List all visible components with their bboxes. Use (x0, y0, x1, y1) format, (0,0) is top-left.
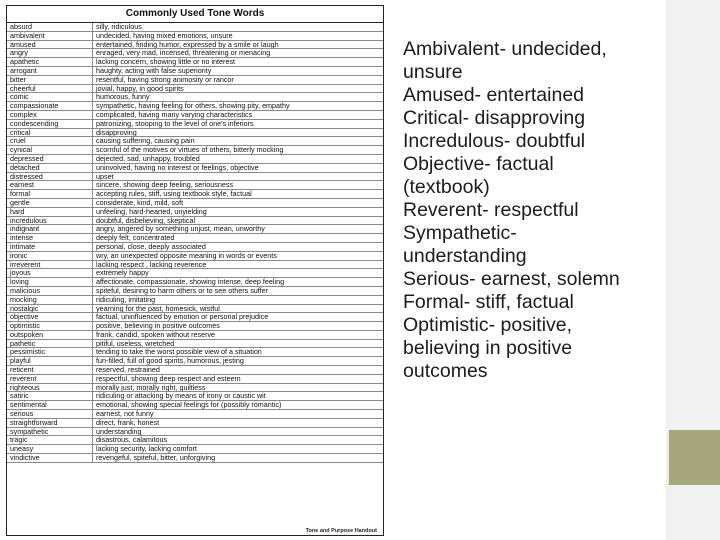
tone-word: malicious (7, 287, 93, 295)
tone-definition: resentful, having strong animosity or rancor (96, 75, 234, 84)
note-line: believing in positive (403, 337, 573, 359)
tone-word: compassionate (7, 102, 93, 110)
table-row (7, 164, 383, 173)
table-row (7, 252, 383, 261)
tone-definition: unfeeling, hard-hearted, unyielding (96, 207, 207, 216)
note-line: Sympathetic- (403, 222, 517, 244)
tone-word: comic (7, 93, 93, 101)
table-row (7, 208, 383, 217)
table-row (7, 428, 383, 437)
tone-definition: extremely happy (96, 269, 149, 278)
tone-definition: accepting rules, stiff, using textbook style, factual (96, 190, 252, 198)
tone-word: arrogant (7, 67, 93, 75)
tone-word: joyous (7, 269, 93, 277)
table-row (7, 278, 383, 287)
tone-word: serious (7, 410, 93, 418)
notes-text (403, 38, 658, 383)
table-row (7, 419, 383, 428)
tone-definition: lacking security, lacking comfort (96, 445, 197, 454)
tone-word: ambivalent (7, 32, 93, 40)
table-row (7, 85, 383, 94)
table-row (7, 58, 383, 67)
table-row (7, 41, 383, 50)
tone-word: incredulous (7, 217, 93, 225)
tone-word: pathetic (7, 340, 93, 348)
tone-word: sympathetic (7, 428, 93, 436)
table-row (7, 410, 383, 419)
tone-word: uneasy (7, 445, 93, 453)
table-row (7, 181, 383, 190)
table-row (7, 322, 383, 331)
table-row (7, 261, 383, 270)
tone-definition: spiteful, desiring to harm others or to see others suffer (96, 286, 269, 295)
tone-word: hard (7, 208, 93, 216)
tone-word: optimistic (7, 322, 93, 330)
table-row (7, 49, 383, 58)
tone-word: loving (7, 278, 93, 286)
note-line: Critical- disapproving (403, 107, 586, 129)
tone-word: angry (7, 49, 93, 57)
table-row (7, 120, 383, 129)
tone-word: critical (7, 129, 93, 137)
tone-definition: sincere, showing deep feeling, seriousness (96, 181, 234, 190)
table-row (7, 340, 383, 349)
tone-word: reverent (7, 375, 93, 383)
tone-definition: jovial, happy, in good spirits (96, 84, 184, 93)
tone-definition: affectionate, compassionate, showing intense, deep feeling (96, 278, 285, 286)
table-row (7, 243, 383, 252)
tone-definition: positive, believing in positive outcomes (96, 322, 220, 330)
tone-words-table (7, 23, 383, 463)
tone-definition: complicated, having many varying characteristics (96, 110, 253, 119)
tone-definition: fun-filled, full of good spirits, humorous, jesting (96, 357, 244, 366)
tone-word: playful (7, 357, 93, 365)
tone-word: indignant (7, 225, 93, 233)
tone-word: tragic (7, 436, 93, 444)
tone-definition: respectful, showing deep respect and esteem (96, 374, 241, 383)
table-row (7, 155, 383, 164)
tone-definition: uninvolved, having no interest or feelings, objective (96, 163, 259, 172)
tone-word: mocking (7, 296, 93, 304)
tone-word: amused (7, 41, 93, 49)
tone-definition: ridiculing, imitating (96, 295, 156, 304)
table-row (7, 375, 383, 384)
table-row (7, 313, 383, 322)
tone-definition: disapproving (96, 128, 137, 137)
note-line: Optimistic- positive, (403, 314, 573, 336)
table-row (7, 199, 383, 208)
tone-definition: causing suffering, causing pain (96, 137, 195, 146)
tone-definition: reserved, restrained (96, 366, 160, 374)
tone-definition: direct, frank, honest (96, 418, 160, 427)
tone-word: nostalgic (7, 305, 93, 313)
table-row (7, 384, 383, 393)
table-row (7, 366, 383, 375)
note-line: Objective- factual (403, 153, 554, 175)
table-row (7, 331, 383, 340)
table-row (7, 190, 383, 199)
tone-word: earnest (7, 181, 93, 189)
side-strip-lower (669, 485, 720, 540)
table-row (7, 269, 383, 278)
tone-word: complex (7, 111, 93, 119)
tone-definition: haughty, acting with false superiority (96, 66, 212, 75)
tone-word: pessimistic (7, 348, 93, 356)
tone-word: objective (7, 313, 93, 321)
table-row (7, 32, 383, 41)
note-line: Serious- earnest, solemn (403, 268, 620, 290)
tone-definition: yearning for the past, homesick, wistful (96, 304, 220, 313)
table-row (7, 23, 383, 32)
tone-word: irreverent (7, 261, 93, 269)
tone-definition: ridiculing or attacking by means of irony or caustic wit (96, 392, 266, 401)
table-row (7, 137, 383, 146)
tone-definition: earnest, not funny (96, 410, 154, 418)
tone-word: ironic (7, 252, 93, 260)
tone-definition: sympathetic, having feeling for others, showing pity, empathy (96, 102, 290, 110)
table-row (7, 234, 383, 243)
accent-block (669, 430, 720, 485)
tone-word: outspoken (7, 331, 93, 339)
note-line: unsure (403, 61, 463, 83)
table-row (7, 445, 383, 454)
note-line: Ambivalent- undecided, (403, 38, 607, 60)
tone-definition: humorous, funny (96, 93, 150, 102)
tone-definition: lacking respect , lacking reverence (96, 260, 207, 269)
table-title: Commonly Used Tone Words (7, 6, 383, 23)
tone-word: condescending (7, 120, 93, 128)
tone-definition: emotional, showing special feelings for (possibly romantic) (96, 401, 282, 410)
table-row (7, 129, 383, 138)
note-line: understanding (403, 245, 527, 267)
note-line: (textbook) (403, 176, 490, 198)
table-row (7, 401, 383, 410)
tone-definition: personal, close, deeply associated (96, 242, 206, 251)
tone-definition: morally just, morally right, guiltless (96, 383, 206, 392)
table-row (7, 217, 383, 226)
tone-definition: tending to take the worst possible view of a situation (96, 348, 262, 357)
tone-word: cruel (7, 137, 93, 145)
tone-word: straightforward (7, 419, 93, 427)
tone-definition: pitiful, useless, wretched (96, 339, 175, 348)
tone-word: apathetic (7, 58, 93, 66)
table-row (7, 111, 383, 120)
table-row (7, 348, 383, 357)
table-row (7, 225, 383, 234)
table-row (7, 93, 383, 102)
tone-definition: frank, candid, spoken without reserve (96, 330, 216, 339)
table-row (7, 146, 383, 155)
tone-definition: disastrous, calamitous (96, 436, 168, 445)
table-row (7, 357, 383, 366)
tone-definition: entertained, finding humor, expressed by a smile or laugh (96, 40, 279, 49)
tone-word: formal (7, 190, 93, 198)
tone-word: sentimental (7, 401, 93, 409)
tone-definition: understanding (96, 427, 142, 436)
table-row (7, 305, 383, 314)
note-line: Incredulous- doubtful (403, 130, 586, 152)
tone-definition: doubtful, disbelieving, skeptical (96, 216, 196, 225)
tone-word: satiric (7, 392, 93, 400)
tone-definition: revengeful, spiteful, bitter, unforgiving (96, 454, 216, 462)
tone-definition: factual, uninfluenced by emotion or personal prejudice (96, 313, 269, 322)
note-line: outcomes (403, 360, 488, 382)
tone-word: intense (7, 234, 93, 242)
table-footer: Tone and Purpose Handout (305, 528, 377, 534)
tone-definition: patronizing, stooping to the level of one's inferiors (96, 119, 254, 128)
tone-word: cynical (7, 146, 93, 154)
tone-word: vindictive (7, 454, 93, 462)
tone-definition: undecided, having mixed emotions, unsure (96, 31, 233, 40)
side-strip-upper (669, 0, 720, 430)
table-row (7, 76, 383, 85)
tone-word: bitter (7, 76, 93, 84)
tone-word: distressed (7, 173, 93, 181)
tone-definition: wry, an unexpected opposite meaning in words or events (96, 251, 277, 260)
tone-definition: dejected, sad, unhappy, troubled (96, 154, 200, 163)
table-row (7, 436, 383, 445)
table-row (7, 454, 383, 463)
table-row (7, 67, 383, 76)
tone-definition: enraged, very mad, incensed, threatening or menacing (96, 49, 271, 58)
tone-word: gentle (7, 199, 93, 207)
tone-definition: angry, angered by something unjust, mean, unworthy (96, 225, 265, 234)
note-line: Amused- entertained (403, 84, 585, 106)
table-row (7, 287, 383, 296)
table-row (7, 173, 383, 182)
tone-definition: upset (96, 172, 114, 181)
tone-word: reticent (7, 366, 93, 374)
table-row (7, 102, 383, 111)
tone-definition: scornful of the motives or virtues of others, bitterly mocking (96, 146, 284, 154)
tone-word: intimate (7, 243, 93, 251)
tone-definition: deeply felt, concentrated (96, 234, 175, 242)
table-row (7, 392, 383, 401)
tone-word: detached (7, 164, 93, 172)
table-row (7, 296, 383, 305)
tone-definition: lacking concern, showing little or no interest (96, 58, 236, 66)
note-line: Reverent- respectful (403, 199, 579, 221)
tone-words-table-panel (6, 5, 384, 536)
tone-word: righteous (7, 384, 93, 392)
tone-word: cheerful (7, 85, 93, 93)
tone-word: depressed (7, 155, 93, 163)
tone-definition: silly, ridiculous (96, 23, 142, 31)
tone-definition: considerate, kind, mild, soft (96, 198, 184, 207)
note-line: Formal- stiff, factual (403, 291, 574, 313)
tone-word: absurd (7, 23, 93, 31)
